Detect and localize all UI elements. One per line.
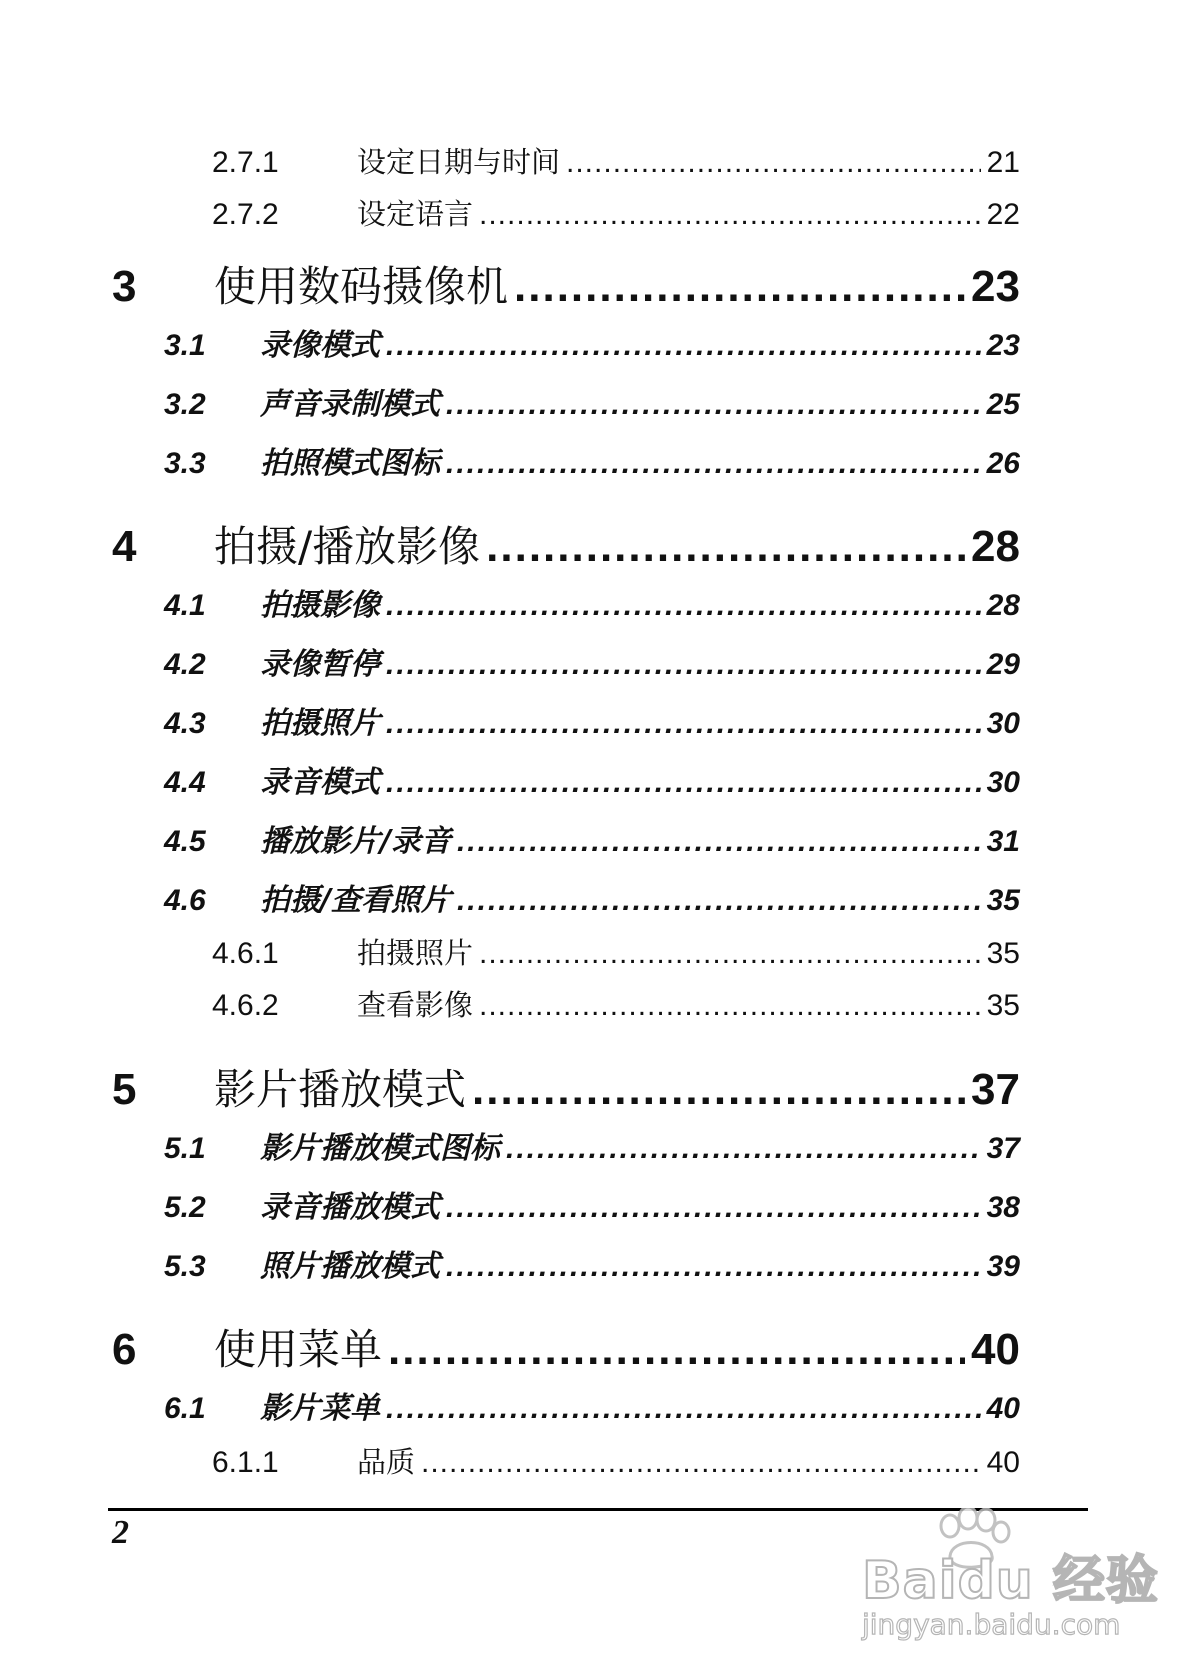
- toc-leader-dots: [514, 262, 965, 312]
- toc-number: 4.2: [164, 648, 206, 681]
- toc-page: 21: [986, 146, 1020, 179]
- toc-leader-dots: [386, 707, 981, 741]
- toc-leader-dots: [472, 1065, 965, 1115]
- toc-title: 录像模式: [260, 328, 380, 363]
- toc-section[interactable]: [164, 698, 1020, 742]
- toc-entry[interactable]: [212, 983, 1020, 1027]
- toc-page: 37: [971, 1065, 1020, 1114]
- toc-section[interactable]: [164, 1241, 1020, 1285]
- toc-title: 拍摄照片: [260, 706, 380, 741]
- toc-entry[interactable]: [212, 192, 1020, 236]
- toc-page: 30: [986, 766, 1020, 799]
- toc-page: 25: [986, 388, 1020, 421]
- toc-page: 37: [986, 1132, 1020, 1165]
- toc-section[interactable]: [164, 1123, 1020, 1167]
- toc-section[interactable]: [164, 580, 1020, 624]
- toc-number: 3: [112, 262, 137, 311]
- toc-page: 30: [986, 707, 1020, 740]
- toc-leader-dots: [457, 825, 981, 859]
- toc-number: 5.2: [164, 1191, 206, 1224]
- toc-number: 6: [112, 1325, 137, 1374]
- toc-section[interactable]: [164, 875, 1020, 919]
- toc-number: 5: [112, 1065, 137, 1114]
- toc-title: 录音模式: [260, 765, 380, 800]
- toc-title: 使用菜单: [214, 1325, 383, 1374]
- toc-section[interactable]: [164, 1182, 1020, 1226]
- toc-entry[interactable]: [212, 140, 1020, 184]
- toc-section[interactable]: [164, 379, 1020, 423]
- toc-page: 28: [971, 522, 1020, 571]
- toc-leader-dots: [566, 146, 981, 180]
- toc-number: 3.2: [164, 388, 206, 421]
- toc-title: 影片播放模式: [214, 1065, 467, 1114]
- watermark-url: jingyan.baidu.com: [862, 1608, 1121, 1641]
- toc-page: 40: [986, 1446, 1020, 1479]
- toc-chapter[interactable]: [112, 1057, 1020, 1117]
- toc-title: 拍摄/播放影像: [214, 522, 481, 571]
- toc-number: 5.1: [164, 1132, 206, 1165]
- toc-chapter[interactable]: [112, 254, 1020, 314]
- toc-chapter[interactable]: [112, 514, 1020, 574]
- toc-title: 影片菜单: [260, 1391, 380, 1426]
- toc-leader-dots: [421, 1446, 981, 1480]
- toc-leader-dots: [486, 522, 965, 572]
- toc-leader-dots: [479, 198, 981, 232]
- toc-title: 拍摄/查看照片: [260, 883, 451, 918]
- toc-title: 使用数码摄像机: [214, 262, 509, 311]
- toc-leader-dots: [386, 329, 981, 363]
- toc-title: 声音录制模式: [260, 387, 440, 422]
- toc-number: 6.1.1: [212, 1446, 279, 1479]
- toc-section[interactable]: [164, 757, 1020, 801]
- toc-page: 39: [986, 1250, 1020, 1283]
- toc-title: 设定语言: [357, 197, 474, 231]
- toc-number: 2.7.1: [212, 146, 279, 179]
- toc-page: 35: [986, 937, 1020, 970]
- toc-leader-dots: [386, 1392, 981, 1426]
- toc-page: 40: [971, 1325, 1020, 1374]
- toc-title: 录像暂停: [260, 647, 380, 682]
- toc-leader-dots: [386, 648, 981, 682]
- toc-leader-dots: [506, 1132, 981, 1166]
- toc-title: 品质: [357, 1445, 416, 1479]
- toc-page: 35: [986, 884, 1020, 917]
- toc-number: 3.1: [164, 329, 206, 362]
- toc-title: 播放影片/录音: [260, 824, 451, 859]
- toc-section[interactable]: [164, 438, 1020, 482]
- toc-section[interactable]: [164, 1383, 1020, 1427]
- toc-page: 23: [971, 262, 1020, 311]
- toc-page: 22: [986, 198, 1020, 231]
- toc-title: 拍摄照片: [357, 936, 474, 970]
- toc-page: 28: [986, 589, 1020, 622]
- toc-number: 4.6: [164, 884, 206, 917]
- toc-number: 2.7.2: [212, 198, 279, 231]
- toc-number: 5.3: [164, 1250, 206, 1283]
- toc-title: 查看影像: [357, 988, 474, 1022]
- toc-page: 35: [986, 989, 1020, 1022]
- toc-section[interactable]: [164, 639, 1020, 683]
- toc-title: 影片播放模式图标: [260, 1131, 500, 1166]
- toc-leader-dots: [446, 388, 981, 422]
- toc-page: 23: [986, 329, 1020, 362]
- toc-page: 31: [986, 825, 1020, 858]
- toc-title: 拍照模式图标: [260, 446, 440, 481]
- toc-page: 40: [986, 1392, 1020, 1425]
- toc-section[interactable]: [164, 320, 1020, 364]
- toc-number: 6.1: [164, 1392, 206, 1425]
- toc-leader-dots: [479, 937, 981, 971]
- toc-page: 26: [986, 447, 1020, 480]
- toc-leader-dots: [457, 884, 981, 918]
- toc-entry[interactable]: [212, 1440, 1020, 1484]
- toc-chapter[interactable]: [112, 1317, 1020, 1377]
- toc-number: 4.6.2: [212, 989, 279, 1022]
- toc-leader-dots: [446, 1250, 981, 1284]
- toc-title: 设定日期与时间: [357, 145, 561, 179]
- toc-leader-dots: [446, 447, 981, 481]
- toc-title: 照片播放模式: [260, 1249, 440, 1284]
- toc-leader-dots: [446, 1191, 981, 1225]
- toc-number: 4.3: [164, 707, 206, 740]
- watermark-brand: Baidu 经验: [862, 1551, 1159, 1611]
- toc-leader-dots: [479, 989, 981, 1023]
- toc-number: 4.6.1: [212, 937, 279, 970]
- toc-page: 38: [986, 1191, 1020, 1224]
- toc-leader-dots: [386, 766, 981, 800]
- toc-number: 4: [112, 522, 137, 571]
- toc-leader-dots: [388, 1325, 965, 1375]
- toc-entry[interactable]: [212, 931, 1020, 975]
- toc-number: 4.1: [164, 589, 206, 622]
- toc-page: 29: [986, 648, 1020, 681]
- toc-title: 拍摄影像: [260, 588, 380, 623]
- toc-title: 录音播放模式: [260, 1190, 440, 1225]
- toc-section[interactable]: [164, 816, 1020, 860]
- toc-number: 4.5: [164, 825, 206, 858]
- toc-leader-dots: [386, 589, 981, 623]
- page-number: 2: [112, 1514, 129, 1551]
- toc-number: 3.3: [164, 447, 206, 480]
- toc-number: 4.4: [164, 766, 206, 799]
